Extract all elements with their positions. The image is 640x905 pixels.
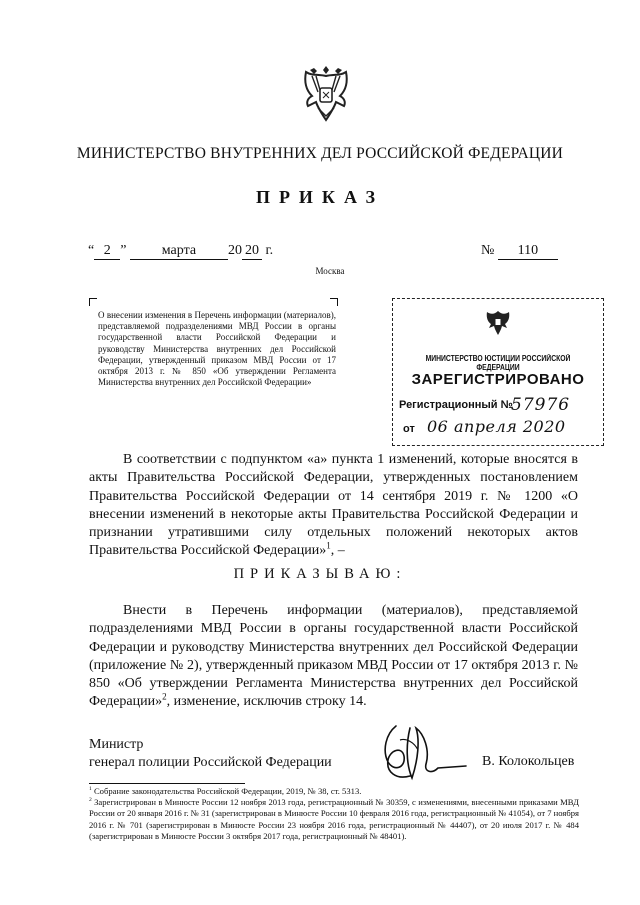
signatory-title-line1: Министр <box>89 737 144 752</box>
footnotes <box>89 786 579 842</box>
stamp-ministry: МИНИСТЕРСТВО ЮСТИЦИИ РОССИЙСКОЙ ФЕДЕРАЦИИ <box>425 354 571 372</box>
stamp-reg-label: Регистрационный № <box>399 399 513 411</box>
order-number-label: № <box>481 243 495 258</box>
subject-bracket-right <box>330 298 338 306</box>
date-month: марта <box>130 243 228 260</box>
footnote-text: Зарегистрирован в Минюсте России 12 ноября 2013 года, регистрационный № 30359, с изменениями, внесенными приказами МВД России от 20 января 2016 г. № 31 (зарегистрирован в Минюсте России 10 февраля 2016 года, регистрационный № 41054), от 7 ноября 2016 г. № 701 (зарегистрирован в Минюсте России 23 ноября 2016 года, регистрационный № 44407), от 20 июля 2017 г. № 484 (зарегистрирован в Минюсте России 3 октября 2017 года, регистрационный № 48401). <box>89 797 579 841</box>
decree-heading: ПРИКАЗЫВАЮ: <box>233 566 407 582</box>
date-year-prefix: 20 <box>227 243 242 258</box>
order-paragraph <box>89 602 578 712</box>
date-quote-open: “ <box>88 243 95 258</box>
signatory-title <box>89 736 332 772</box>
subject-bracket-left <box>89 298 97 306</box>
footnote-divider <box>89 783 245 784</box>
footnote-item <box>89 786 579 797</box>
stamp-status: ЗАРЕГИСТРИРОВАНО <box>411 371 585 388</box>
date-year-suffix: 20 <box>242 243 262 260</box>
stamp-reg-number: 57976 <box>511 395 571 415</box>
order-number <box>481 243 558 260</box>
stamp-date-label: от <box>403 423 415 435</box>
signatory-name: В. Колокольцев <box>482 754 575 769</box>
preamble-end: , – <box>330 543 345 559</box>
footnote-mark: 2 <box>89 797 92 804</box>
footnote-ref-1: 1 <box>326 540 331 551</box>
order-end: , изменение, исключив строку 14. <box>166 694 367 710</box>
date-day: 2 <box>94 243 120 260</box>
handwritten-signature <box>366 720 474 790</box>
preamble-text: В соответствии с подпунктом «а» пункта 1 изменений, которые вносятся в акты Правительства Российской Федерации, утвержденных постановлением Правительства Российской Федерации от 14 сентября 2019 г. № 1200 «О внесении изменений в некоторые акты Правительства Российской Федерации и признании утратившими силу отдельных положений некоторых актов Правительства Российской Федерации» <box>89 452 578 559</box>
ministry-title: МИНИСТЕРСТВО ВНУТРЕННИХ ДЕЛ РОССИЙСКОЙ ФЕДЕРАЦИИ <box>76 145 564 162</box>
stamp-date: 06 апреля 2020 <box>427 417 566 436</box>
date-quote-close: ” <box>120 243 127 258</box>
footnote-text: Собрание законодательства Российской Федерации, 2019, № 38, ст. 5313. <box>93 786 362 796</box>
date-year-abbr: г. <box>265 243 274 258</box>
stamp-coat-of-arms-icon <box>485 309 511 337</box>
order-subject: О внесении изменения в Перечень информации (материалов), представляемой подразделениями МВД России в органы государственной власти Российской Федерации и руководству Министерства внутренних дел Российской Федерации, утвержденный приказом МВД России от 17 октября 2013 г. № 850 «Об утверждении Регламента Министерства внутренних дел Российской Федерации» <box>98 310 336 388</box>
registration-stamp <box>392 298 604 446</box>
footnote-ref-2: 2 <box>162 691 167 702</box>
coat-of-arms-icon <box>296 62 356 124</box>
document-type-title: ПРИКАЗ <box>255 187 385 207</box>
footnote-mark: 1 <box>89 786 92 793</box>
order-number-value: 110 <box>498 243 558 260</box>
signatory-title-line2: генерал полиции Российской Федерации <box>89 755 332 770</box>
order-text: Внести в Перечень информации (материалов), представляемой подразделениями МВД России в органы государственной власти Российской Федерации и руководству Министерства внутренних дел Российской Федерации (приложение № 2), утвержденный приказом МВД России от 17 октября 2013 г. № 850 «Об утверждении Регламента Министерства внутренних дел Российской Федерации» <box>89 603 578 710</box>
footnote-item <box>89 797 579 842</box>
city: Москва <box>315 266 345 276</box>
preamble-paragraph <box>89 451 578 561</box>
order-date <box>88 243 273 260</box>
